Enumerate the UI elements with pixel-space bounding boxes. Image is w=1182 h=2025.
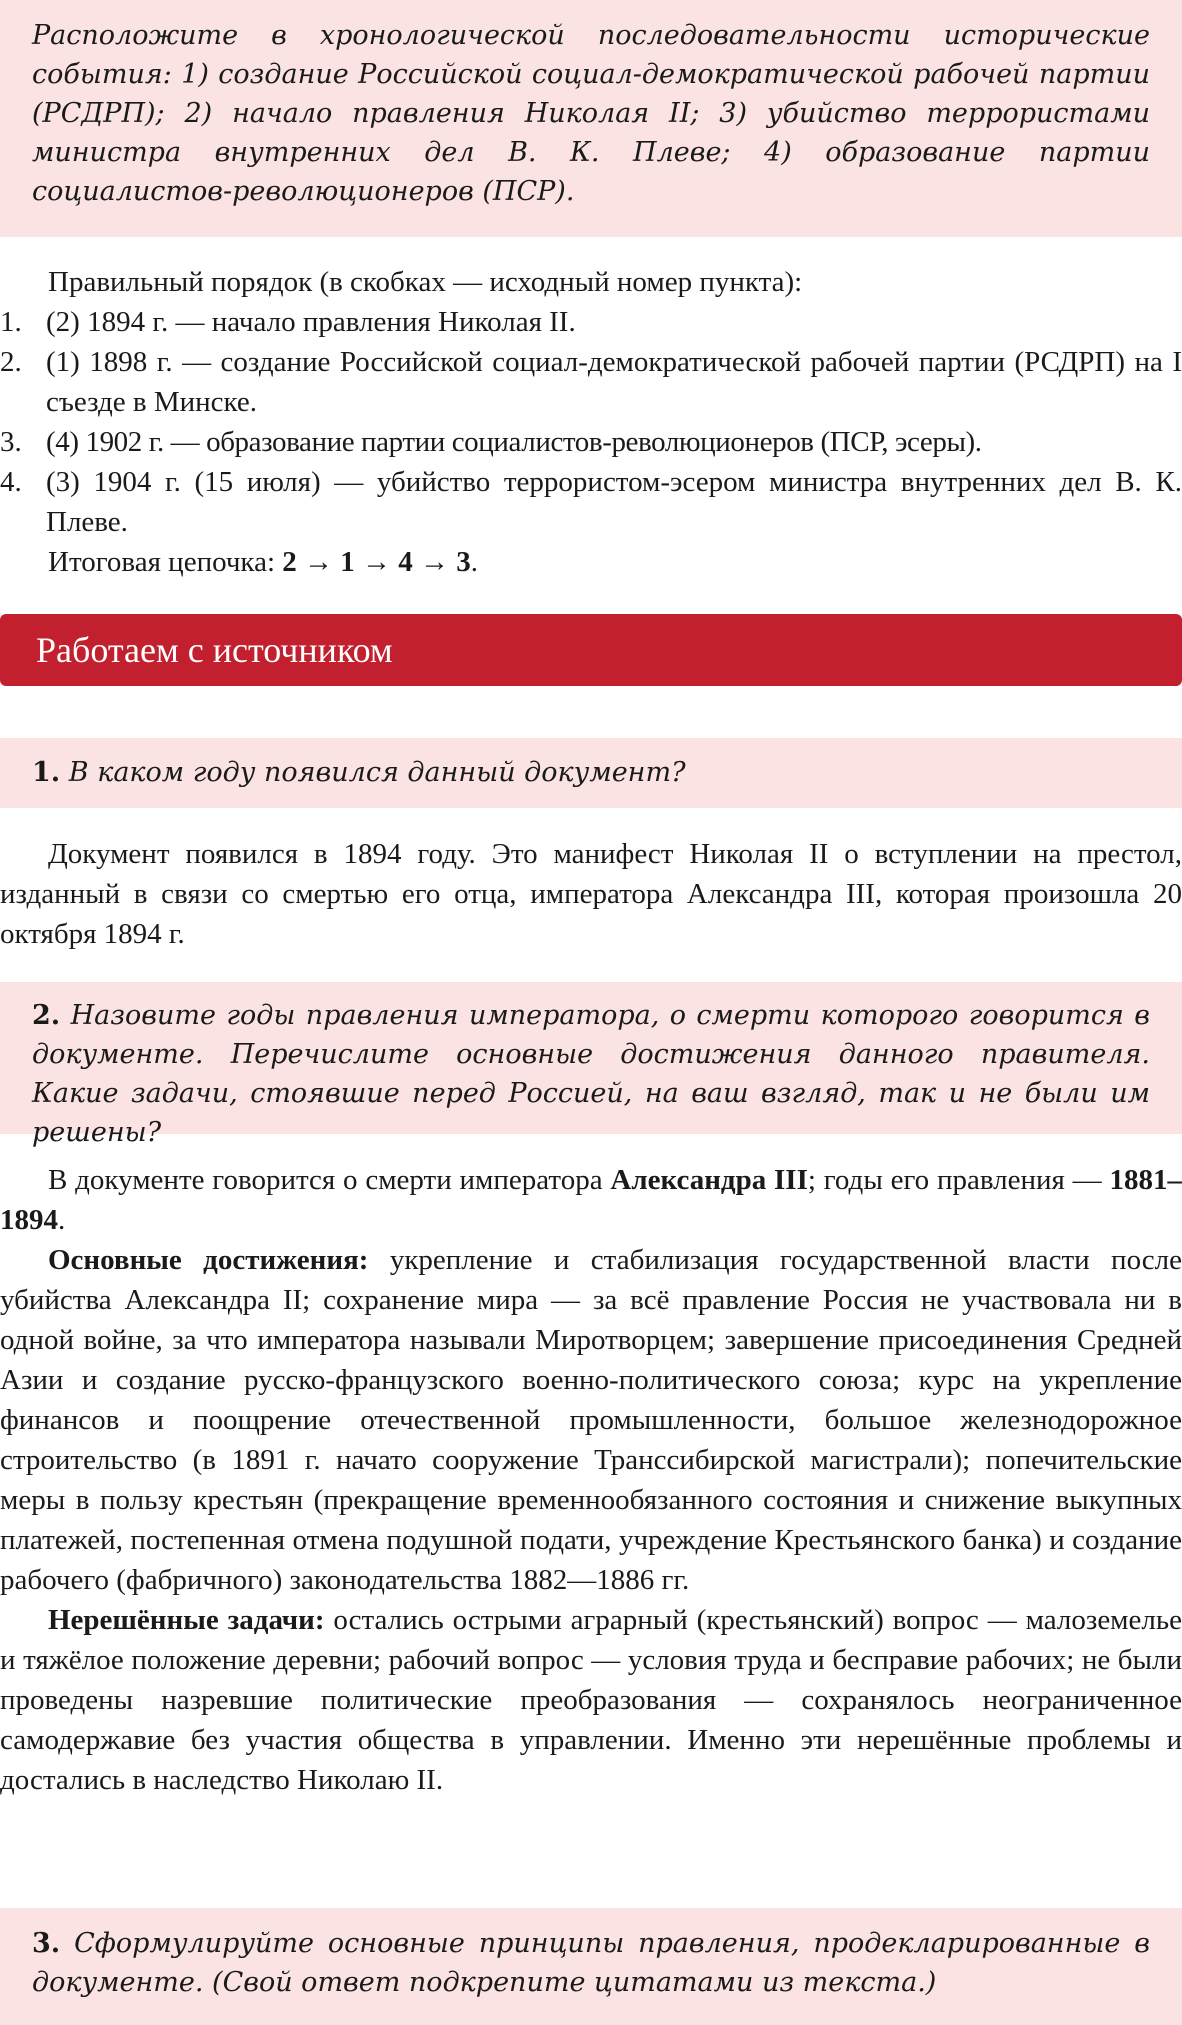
list-item (0, 302, 1182, 342)
question-2-number: 2. (32, 1000, 61, 1031)
chain-end: . (470, 546, 479, 578)
answer-2-paragraph-2 (0, 1240, 1182, 1600)
answer-1-text: Документ появился в 1894 году. Это манифест Николая II о вступлении на престол, изданный в связи со смертью его отца, императора Александра III, которая произошла 20 октября 1894 г. (0, 838, 1182, 950)
unresolved-text: остались острыми аграрный (крестьянский) вопрос — малоземелье и тяжёлое положение деревни; рабочий вопрос — условия труда и бесправие рабочих; не были проведены назревшие политические преобразования — сохранялось неограниченное самодержавие без участия общества в управлении. Именно эти нерешённые проблемы и достались в наследство Николаю II. (0, 1604, 1182, 1796)
list-item-text: (2) 1894 г. — начало правления Николая II. (46, 306, 576, 338)
section-title: Работаем с источником (36, 630, 393, 670)
question-1-box (0, 738, 1182, 808)
question-3-text (32, 1924, 1150, 2002)
question-3-box (0, 1908, 1182, 2025)
answer-1 (0, 834, 1182, 954)
question-2-prompt: Назовите годы правления императора, о смерти которого говорится в документе. Перечислите основные достижения данного правителя. Какие задачи, стоявшие перед Россией, на ваш взгляд, так и не были им решены? (32, 1000, 1150, 1148)
list-item (0, 462, 1182, 542)
question-3-number: 3. (32, 1928, 61, 1959)
achievements-label: Основные достижения: (48, 1244, 369, 1276)
list-item (0, 422, 1182, 462)
answer-2-p1-text: В документе говорится о смерти императора (48, 1164, 611, 1196)
achievements-text: укрепление и стабилизация государственной власти после убийства Александра II; сохранение мира — за всё правление Россия не участвовала ни в одной войне, за что императора называли Миротворцем; завершение присоединения Средней Азии и создание русско-французского военно-политического союза; курс на укрепление финансов и поощрение отечественной промышленности, большое железнодорожное строительство (в 1891 г. начато сооружение Транссибирской магистрали); попечительские меры в пользу крестьян (прекращение временнообязанного состояния и снижение выкупных платежей, постепенная отмена подушной подати, учреждение Крестьянского банка) и создание рабочего (фабричного) законодательства 1882—1886 гг. (0, 1244, 1182, 1596)
order-answer (0, 262, 1182, 582)
list-item-number: 4. (0, 466, 22, 498)
answer-2-p1-text-2: ; годы его правления — (807, 1164, 1110, 1196)
question-1-prompt: В каком году появился данный документ? (68, 757, 686, 788)
list-item (0, 342, 1182, 422)
list-item-number: 1. (0, 306, 22, 338)
question-2-box (0, 982, 1182, 1148)
answer-2 (0, 1160, 1182, 1800)
order-chain (0, 542, 1182, 582)
reign-years: 1881–1894 (0, 1164, 1182, 1236)
list-item-text: (4) 1902 г. — образование партии социалистов-революционеров (ПСР, эсеры). (46, 426, 982, 458)
section-header (0, 614, 1182, 686)
question-2-text (32, 996, 1150, 1152)
task-intro-text: Расположите в хронологической последовательности исторические события: 1) создание Российской социал-демократической рабочей партии (РСДРП); 2) начало правления Николая II; 3) убийство террористами министра внутренних дел В. К. Плеве; 4) образование партии социалистов-революционеров (ПСР). (32, 20, 1150, 207)
answer-2-paragraph-1 (0, 1160, 1182, 1240)
list-item-text: (1) 1898 г. — создание Российской социал-демократической рабочей партии (РСДРП) на I съезде в Минске. (46, 346, 1182, 418)
unresolved-label: Нерешённые задачи: (48, 1604, 325, 1636)
answer-2-p1-end: . (58, 1204, 66, 1236)
chain-label: Итоговая цепочка: (48, 546, 283, 578)
order-intro: Правильный порядок (в скобках — исходный номер пункта): (48, 266, 803, 298)
question-1-number: 1. (32, 757, 61, 788)
answer-2-paragraph-3 (0, 1600, 1182, 1800)
task-intro-box (0, 0, 1182, 237)
emperor-name: Александра III (610, 1164, 808, 1196)
chain-value: 2 → 1 → 4 → 3 (282, 546, 471, 578)
list-item-number: 2. (0, 346, 22, 378)
list-item-number: 3. (0, 426, 22, 458)
list-item-text: (3) 1904 г. (15 июля) — убийство террористом-эсером министра внутренних дел В. К. Плеве. (46, 466, 1182, 538)
question-1-text (32, 753, 1150, 792)
question-3-prompt: Сформулируйте основные принципы правления, продекларированные в документе. (Свой ответ подкрепите цитатами из текста.) (32, 1928, 1150, 1998)
